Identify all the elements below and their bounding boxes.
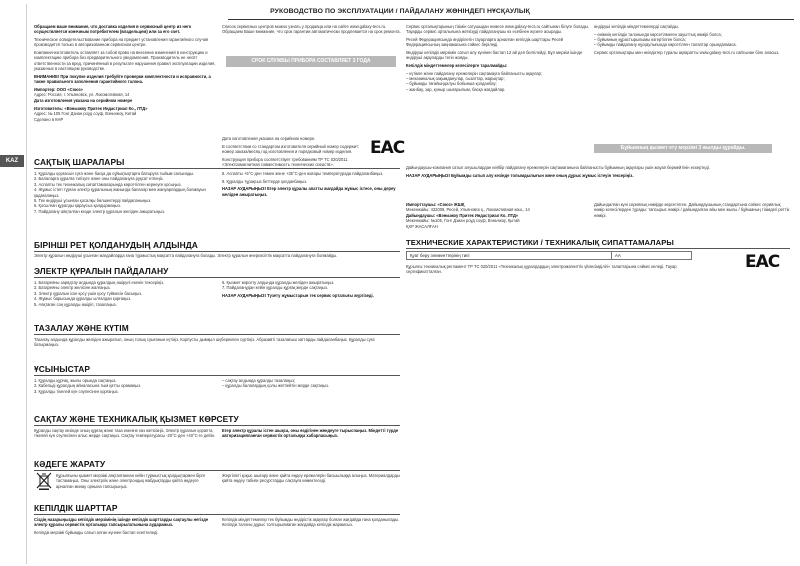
disposal-left	[56, 473, 216, 503]
kz-obligation-item: – өнімнің кепілдік талонында көрсетілмеген зауыттық нөмірі болса;	[594, 31, 722, 37]
kz-obligation-item: – бұйымның құрастырылымы өзгертілген болса;	[594, 37, 686, 42]
kz-importer-block	[406, 202, 590, 236]
specs-note-text: Құрылғы техникалық регламент ТР ТС 020/2011 «Техникалық құралдардың электромагниттік үйлесімділігі» талаптарына сәйкес келеді. Тауар сертификатталған.	[406, 264, 677, 275]
disposal-right	[222, 473, 402, 503]
purpose-paragraph: Электр құралын өндіруші ұсынған жағдайларда ғана тұрмыстық мақсатта пайдалануға болады. Электр құралын өнеркәсіптік мақсатта пайдалануға болмайды.	[34, 253, 338, 258]
usage-item: 6. Қызмет көрсету алдында құралды желіден ажыратыңыз.	[222, 280, 335, 285]
service-right	[222, 428, 402, 452]
kz-service-life-banner: Бұйымның қызмет ету мерзімі 3 жылды құрайды.	[594, 144, 772, 153]
storage-item: – құралды балалардың қолы жетпейтін жерде сақтаңыз.	[222, 383, 330, 389]
ru-delivery-notice: Обращаем ваше внимание, что доставка изделия в сервисный центр из него осуществляется конечным потребителем (владельцем) или за его счет.	[34, 24, 192, 35]
kz-maker-label: Дайындаушы: «Вэньчжоу Притек Индастриал Ко. ЛТД»	[406, 212, 519, 218]
ru-service-centers: Список сервисных центров можно узнать у продавца или на сайте www.galaxy-tecs.ru. Обращаем Ваше внимание, что срок гарантии автоматически продлевается на срок ремонта.	[222, 24, 401, 35]
ru-manufacturer-rights: Компания-изготовитель оставляет за собой право на внесение изменений в конструкцию и комплектацию прибора без предварительного уведомления. Производитель не несёт ответственности за вред, причинённый в результате нарушения правил эксплуатации изделия, указанных в настоящем руководстве.	[34, 50, 216, 72]
section-rule	[34, 375, 400, 376]
kz-obligation-item: – бұйымды пайдалану нұсқаулығында көрсетілген талаптар орындалмаса.	[594, 42, 737, 48]
kz-importer-address: Мекенжайы: 432008, Ресей, Ульяновск қ., Локомотивная көш., 14	[406, 207, 530, 213]
specs-table	[406, 251, 692, 260]
kz-exclusion-item: – механикалық зақымданулар, сызаттар, жарықтар;	[406, 76, 505, 81]
section-rule	[34, 425, 400, 426]
ru-importer-address: Адрес: Россия, г. Ульяновск, ул. Локомотивная, 14	[34, 92, 130, 98]
kz-serial-note: Дайындалған күні сериялық нөмірде көрсетілген. Дайындаушының стандартына сәйкес сериялық нөмір келесілерден тұрады: тапсырыс нөмірі / дайындалған айы мен жылы / бұйымның тізімдегі реттік нөмірі.	[594, 202, 790, 218]
kz-service-info: Сервис орталықтары мен өкілдіктер туралы ақпаратты www.galaxy-tecs.ru сайтынан біле аласыз.	[594, 50, 780, 55]
ru-attention-notice: ВНИМАНИЕ! При покупке изделия требуйте проверки комплектности и исправности, а также правильного заполнения гарантийного талона.	[34, 73, 211, 85]
kz-service-centers: Сервис орталықтарының тізімін сатушыдан немесе www.galaxy-tecs.ru сайтынан білуге болады. Тауарды сервис орталығына жеткізуді пайдаланушы өз есебінен жүзеге асырады.	[406, 24, 589, 35]
kz-attention-notice: НАЗАР АУДАРЫҢЫЗ! Бұйымды сатып алу кезінде толымдылығын және оның дұрыс жұмыс істеуін тексеріңіз.	[406, 172, 634, 178]
specs-note	[406, 264, 692, 278]
service-warning: Егер электр құралы істен шықса, оны өздігінен жөндеуге тырыспаңыз. Міндетті түрде авторизацияланған сервистік орталыққа хабарласыңыз.	[222, 428, 399, 439]
safety-item: 7. Пайдалану аяқталған кезде электр құралын желіден ажыратыңыз.	[34, 208, 166, 214]
section-service-title: САҚТАУ ЖӘНЕ ТЕХНИКАЛЫҚ ҚЫЗМЕТ КӨРСЕТУ	[34, 414, 239, 424]
usage-item: 7. Пайдаланудан кейін құралды құрғақ жерде сақтаңыз.	[222, 285, 328, 291]
usage-left	[34, 280, 218, 320]
kz-importer-label: Импорттаушы: «Союз» ЖШҚ	[406, 202, 465, 207]
section-rule	[34, 514, 400, 515]
purpose-text	[34, 253, 400, 265]
care-text	[34, 337, 400, 361]
kz-exclusion-item: – күтімге және пайдалану ережелерін сақтамауға байланысты ақаулар;	[406, 70, 543, 76]
usage-item: 1. Батареяны зарядтау алдында құралдың өшірулі екенін тексеріңіз.	[34, 280, 165, 285]
safety-item: 6. Қосылған құралды қараусыз қалдырмаңыз.	[34, 203, 121, 209]
safety-item: 5. Тек өндіруші ұсынған қосалқы бөлшектерді пайдаланыңыз.	[34, 198, 152, 204]
section-safety-title: САҚТЫҚ ШАРАЛАРЫ	[34, 157, 125, 167]
ru-importer-label: Импортер: ООО «Союз»	[34, 86, 83, 92]
ru-made-in: Сделано в КНР	[34, 116, 64, 122]
language-tab: KAZ	[0, 155, 24, 167]
section-rule	[34, 251, 400, 252]
safety-item: 2. Балаларға құралға тигізуге және оны пайдалануға рұқсат етпеңіз.	[34, 176, 164, 182]
kz-responsibility-text: Дайындаушы-компания сатып алушылардан кейбір пайдалану ережелерін сақтамағанына байланысты бұйымның ақаулары үшін жауап бермейтінін ескертеді.	[406, 165, 710, 170]
eac-mark: EAC	[745, 252, 780, 272]
ru-manufacture-date: Дата изготовления указана на серийном номере	[34, 98, 133, 103]
ru-service-block	[222, 24, 404, 154]
usage-right	[222, 280, 402, 320]
usage-item: 4. Жұмыс барысында құралды ылғалдан қорғаңыз.	[34, 296, 132, 302]
storage-item: 3. Құралды тікелей күн сәулесінен қорғаңыз.	[34, 388, 119, 394]
safety-warning: НАЗАР АУДАРЫҢЫЗ! Егер электр құралы апатты жағдайда жұмыс істесе, оны дереу желіден ажыратыңыз.	[222, 186, 396, 197]
ru-maker-address: Адрес: № 105 Гонг Дзиан роуд соуф, Вэньчжоу, Китай	[34, 111, 137, 117]
storage-right	[222, 378, 402, 408]
ru-warranty-block	[34, 24, 218, 150]
kz-exclusion-item: – бұйымды тағайындалуы бойынша қолданбау;	[406, 81, 497, 87]
section-rule	[34, 470, 400, 471]
disposal-paragraph: Жергілікті қоқыс шығару және қайта өңдеу ережелерін басшылыққа алыңыз. Материалдарды қайта өңдеу табиғи ресурстарды сақтауға көмектеседі.	[222, 473, 400, 484]
safety-left	[34, 171, 218, 237]
safety-item: 9. Құралды тұрақсыз беттерде қолданбаңыз.	[222, 178, 308, 184]
usage-item: 5. Аяқтаған соң құралды өшіріп, тазалаңыз.	[34, 301, 117, 307]
disposal-paragraph: Құрылғыны қызмет мерзімі аяқталғаннан кейін тұрмыстық қалдықтармен бірге тастамаңыз. Оны электрлік және электрондық жабдықтарды қайта өңдеуге арналған жинау орнына тапсырыңыз.	[56, 473, 206, 489]
ru-serial-note: В соответствии со стандартом изготовителя серийный номер содержит: номер заказа/месяц год изготовления и порядковый номер изделия.	[222, 143, 360, 154]
kz-responsibility-block	[406, 165, 786, 201]
warranty-left	[34, 517, 218, 561]
section-purpose-title: БІРІНШІ РЕТ ҚОЛДАНУДЫҢ АЛДЫНДА	[34, 240, 198, 250]
warranty-paragraph: Кепілдік міндеттемелер тек бұйымды өндірістік ақаулар болған жағдайда ғана қолданылады. Кепілдік талоны дұрыс толтырылмаған жағдайда кепілдік жарамсыз.	[222, 517, 400, 528]
section-rule	[34, 168, 400, 169]
storage-item: 1. Құралды құрғақ, жылы орында сақтаңыз.	[34, 378, 117, 383]
section-warranty-title: КЕПІЛДІК ШАРТТАР	[34, 503, 118, 513]
storage-left	[34, 378, 218, 408]
section-usage-title: ЭЛЕКТР ҚҰРАЛЫН ПАЙДАЛАНУ	[34, 266, 169, 276]
table-row	[407, 252, 692, 260]
warranty-paragraph: Кепілдік мерзімі бұйымды сатып алған күннен бастап есептеледі.	[34, 530, 159, 535]
kz-law-note: Ресей Федерациясында өндірілетін тауарларға арналған кепілдік шарттары Ресей Федерациясының заңнамасына сәйкес беріледі.	[406, 37, 564, 48]
ru-certification-block	[222, 136, 372, 166]
kz-exclusions-title: Кепілдік міндеттемелер келесілерге таралмайды:	[406, 63, 508, 68]
section-rule	[406, 248, 790, 249]
safety-right	[222, 171, 402, 237]
safety-item: 3. Аспапты тек техникалық сипаттамаларында көрсетілген кернеуге қосыңыз.	[34, 181, 182, 187]
ru-inspection-text: Техническое освидетельствование прибора на предмет установления гарантийного случая производится только в авторизованном сервисном центре.	[34, 37, 209, 48]
kz-warranty-period: Өндіруші кепілдік мерзімін сатып алу күнінен бастап 12 ай деп белгілейді. Бұл мерзім ішінде өндіруші ақауларды тегін жояды.	[406, 50, 583, 61]
safety-item: 4. Жұмыс істеп тұрған электр құралының жанында балалар мен жануарлардың болмауын қадағалаңыз.	[34, 187, 206, 198]
kz-maker-address: Мекенжайы: №105, Гонг Дзиан роуд соуф, Вэньчжоу, Қытай	[406, 218, 520, 224]
section-specs-title: ТЕХНИЧЕСКИЕ ХАРАКТЕРИСТИКИ / ТЕХНИКАЛЫҚ СИПАТТАМАЛАРЫ	[406, 238, 674, 247]
storage-item: 2. Кабельді құралдың айналасына тым қатты орамаңыз.	[34, 383, 142, 389]
care-paragraph: Тазалау алдында құралды желіден ажыратып, оның толық суығанын күтіңіз. Корпусты дымқыл шүберекпен сүртіңіз. Абразивті тазалағыш заттарды пайдаланбаңыз. Құралды суға батырмаңыз.	[34, 337, 375, 348]
safety-item: 8. Аспапты +5°С-ден төмен және +35°С-ден жоғары температурада пайдаланбаңыз.	[222, 171, 384, 176]
usage-item: 2. Батареяны электр желісіне жалғаңыз.	[34, 285, 111, 291]
ru-date-note: Дата изготовления указана на серийном номере.	[222, 136, 316, 141]
usage-item: 3. Электр құралын іске қосу үшін қосу түймесін басыңыз.	[34, 290, 143, 296]
crossed-bin-icon	[36, 472, 52, 490]
spec-value: АА	[612, 252, 692, 260]
ru-standard-note: Конструкция прибора соответствует требованиям ТР ТС 020/2011 «Электромагнитная совместимость технических средств».	[222, 156, 348, 166]
ru-maker-label: Изготовитель: «Вэньчжоу Притек Индастриал Ко., ЛТД»	[34, 105, 148, 111]
header-rule	[228, 19, 794, 20]
spec-label: Қуат беру элементтерінің типі	[407, 252, 612, 260]
eac-mark: EAC	[370, 138, 405, 158]
section-storage-title: ҰСЫНЫСТАР	[34, 364, 91, 374]
kz-exclusion-item: – жанбау, зар, қоныр шығарылым, басқа жағдайлар.	[406, 86, 506, 92]
warranty-notice: Сіздің назарыңызды кепілдік мерзімінің ішінде кепілдік шарттарды сақтаулы негізде электр құралы сервистік орталыққа тапсырылатынына аударамыз.	[34, 517, 209, 528]
page-header: РУКОВОДСТВО ПО ЭКСПЛУАТАЦИИ / ПАЙДАЛАНУ ЖӨНІНДЕГІ НҰСҚАУЛЫҚ	[270, 8, 530, 15]
section-rule	[34, 334, 400, 335]
section-care-title: ТАЗАЛАУ ЖӘНЕ КҮТІМ	[34, 323, 129, 333]
service-left	[34, 428, 218, 452]
kz-warranty-extra	[594, 24, 790, 164]
storage-item: – сақтау алдында құралды тазалаңыз;	[222, 378, 296, 383]
ru-service-life-banner: СРОК СЛУЖБЫ ПРИБОРА СОСТАВЛЯЕТ 3 ГОДА	[226, 56, 396, 67]
service-paragraph: Құралды сақтау кезінде оның құрғақ және таза екеніне көз жеткізіңіз. Электр құралын қорапта, тікелей күн сәулесінен алыс жерде сақтаңыз. Сақтау температурасы -20°С-ден +40°С-ге дейін.	[34, 428, 216, 439]
kz-serial-block	[594, 202, 790, 232]
safety-item: 1. Құралды қорғасын суға және басқа да сұйықтықтарға батыруға тыйым салынады.	[34, 171, 195, 176]
section-disposal-title: КӘДЕГЕ ЖАРАТУ	[34, 459, 106, 469]
warranty-right	[222, 517, 402, 561]
usage-warning: НАЗАР АУДАРЫҢЫЗ! Түзету жұмыстарын тек сервис орталығы жүргізеді.	[222, 293, 374, 298]
section-rule	[34, 277, 400, 278]
kz-obligations: өндіруші кепілдік міндеттемелерді сақтайды.	[594, 24, 680, 29]
kz-made-in: ҚХР ЖАСАЛҒАН	[406, 223, 438, 229]
